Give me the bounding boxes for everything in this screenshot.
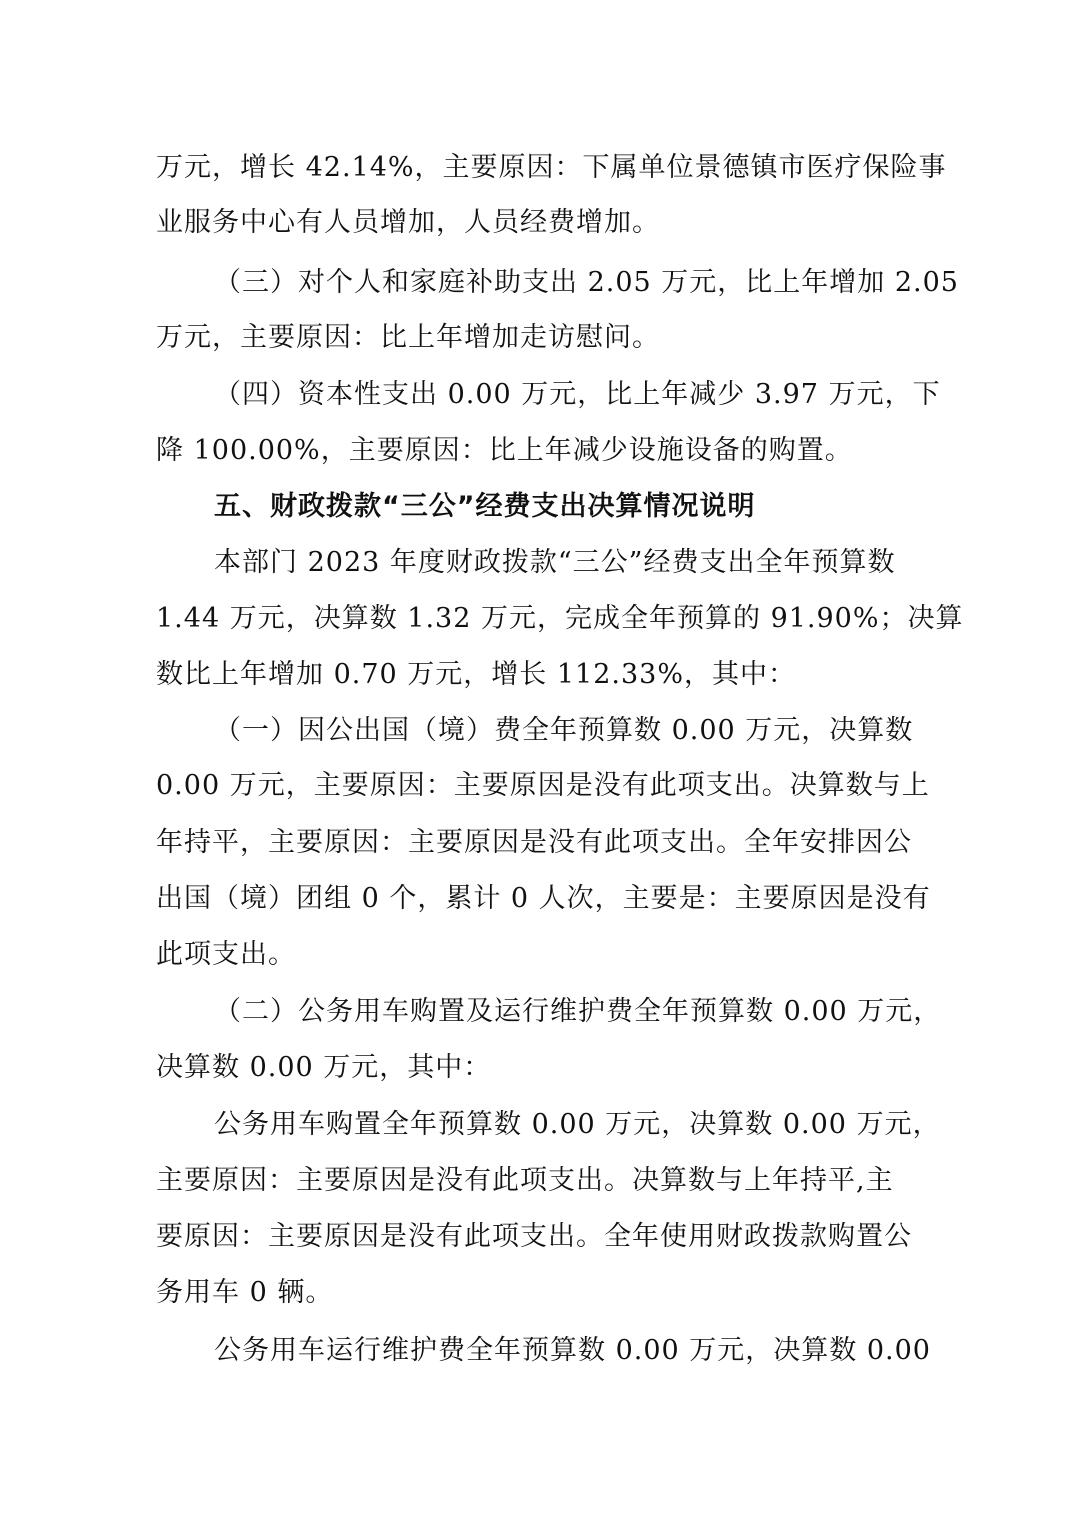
text-line: 0.00 万元，主要原因：主要原因是没有此项支出。决算数与上 [156, 770, 930, 801]
text-line: 业服务中心有人员增加，人员经费增加。 [156, 207, 660, 238]
text-line: 万元，增长 42.14%，主要原因：下属单位景德镇市医疗保险事 [156, 152, 947, 183]
text-line: （二）公务用车购置及运行维护费全年预算数 0.00 万元， [214, 996, 942, 1027]
text-line: 数比上年增加 0.70 万元，增长 112.33%，其中： [156, 659, 796, 690]
section-heading: 五、财政拨款“三公”经费支出决算情况说明 [214, 491, 756, 522]
text-line: 年持平，主要原因：主要原因是没有此项支出。全年安排因公 [156, 827, 912, 858]
text-line: （四）资本性支出 0.00 万元，比上年减少 3.97 万元，下 [214, 379, 941, 410]
text-line: 出国（境）团组 0 个，累计 0 人次，主要是：主要原因是没有 [156, 883, 931, 914]
text-line: 务用车 0 辆。 [156, 1277, 334, 1308]
text-line: （一）因公出国（境）费全年预算数 0.00 万元，决算数 [214, 715, 914, 746]
text-line: 此项支出。 [156, 939, 296, 970]
text-line: 公务用车运行维护费全年预算数 0.00 万元，决算数 0.00 [214, 1335, 931, 1366]
text-line: 决算数 0.00 万元，其中： [156, 1052, 492, 1083]
text-line: 公务用车购置全年预算数 0.00 万元，决算数 0.00 万元， [214, 1109, 941, 1140]
text-line: 本部门 2023 年度财政拨款“三公”经费支出全年预算数 [214, 547, 896, 578]
text-line: 万元，主要原因：比上年增加走访慰问。 [156, 322, 660, 353]
text-line: 1.44 万元，决算数 1.32 万元，完成全年预算的 91.90%；决算 [156, 603, 964, 634]
text-line: 降 100.00%，主要原因：比上年减少设施设备的购置。 [156, 435, 853, 466]
text-line: （三）对个人和家庭补助支出 2.05 万元，比上年增加 2.05 [214, 267, 959, 298]
text-line: 主要原因：主要原因是没有此项支出。决算数与上年持平,主 [156, 1165, 894, 1196]
text-line: 要原因：主要原因是没有此项支出。全年使用财政拨款购置公 [156, 1221, 912, 1252]
